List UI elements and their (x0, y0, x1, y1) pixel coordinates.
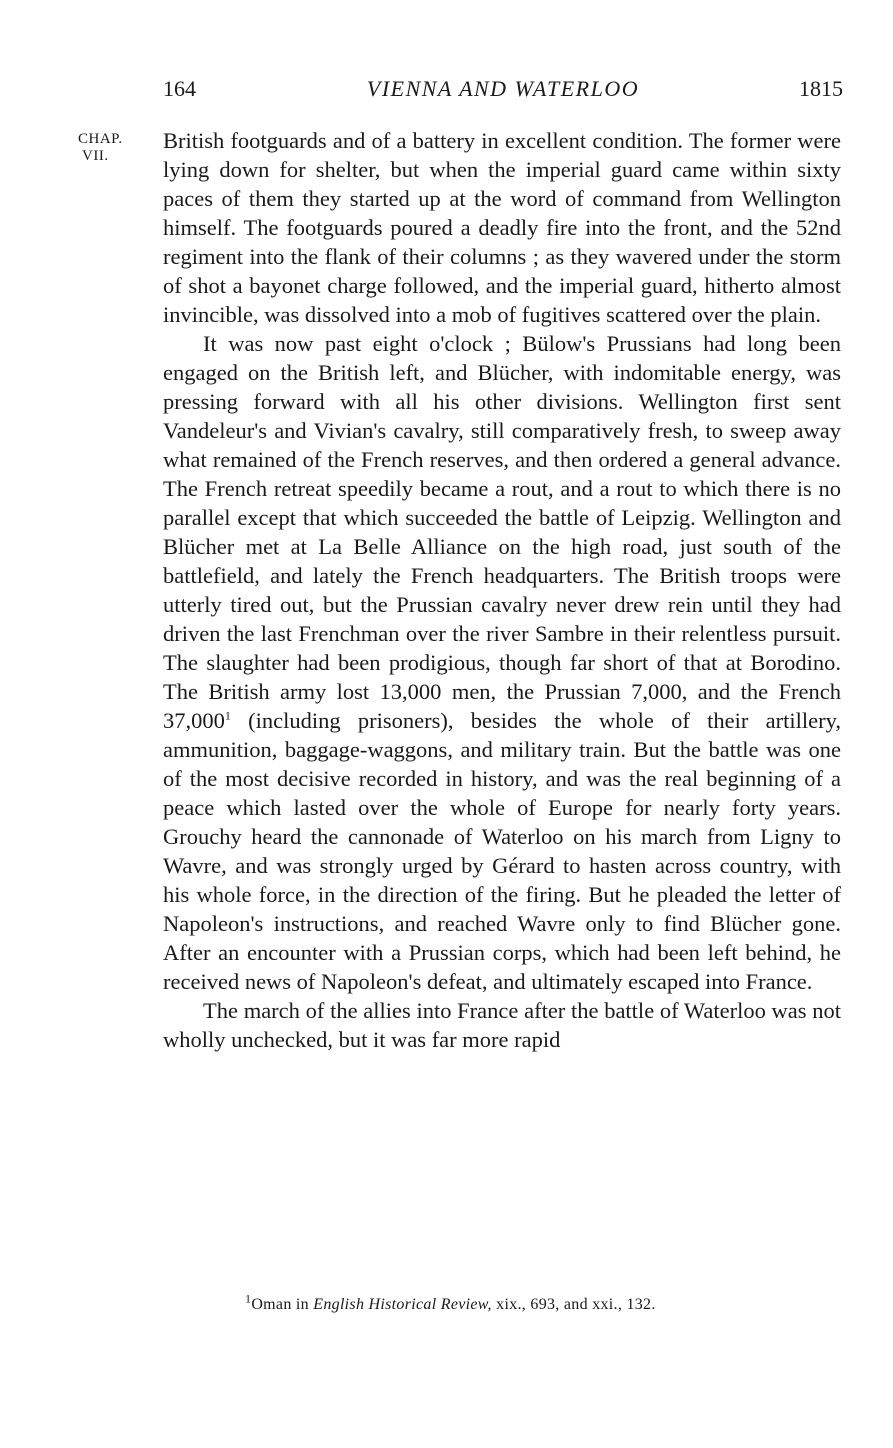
margin-note-chap: CHAP. (78, 131, 123, 147)
margin-note-number: VII. (82, 148, 109, 164)
running-year: 1815 (799, 76, 843, 101)
footnote-text-before: Oman in (251, 1296, 314, 1313)
footnote-text-after: xix., 693, and xxi., 132. (491, 1296, 656, 1313)
footnote-mark: 1 (245, 1291, 252, 1306)
body-text (163, 126, 841, 1054)
chapter-margin-note (78, 131, 123, 165)
footnote-reference: 1 (224, 708, 231, 723)
paragraph-2 (163, 329, 841, 996)
page-number: 164 (163, 76, 196, 101)
footnote (245, 1291, 656, 1314)
running-head (163, 76, 843, 106)
footnote-journal: English Historical Review, (313, 1296, 492, 1313)
paragraph-3: The march of the allies into France after the battle of Waterloo was not wholly unchecked, but it was far more rapid (163, 998, 841, 1052)
paragraph-2-part-2: (including prisoners), besides the whole of their artillery, ammunition, baggage-waggons, and military train. But the battle was one of the most decisive recorded in history, and was the real beginning of a peace which lasted over the whole of Europe for nearly forty years. Grouchy heard the cannonade of Waterloo on his march from Ligny to Wavre, and was strongly urged by Gérard to hasten across country, with his whole force, in the direction of the firing. But he pleaded the letter of Napoleon's instructions, and reached Wavre only to find Blücher gone. After an encounter with a Prussian corps, which had been left behind, he received news of Napoleon's defeat, and ultimately escaped into France. (163, 708, 841, 994)
paragraph-1: British footguards and of a battery in excellent condition. The former were lying down for shelter, but when the imperial guard came within sixty paces of them they started up at the word of command from Wellington himself. The footguards poured a deadly fire into the front, and the 52nd regiment into the flank of their columns ; as they wavered under the storm of shot a bayonet charge followed, and the imperial guard, hitherto almost invincible, was dissolved into a mob of fugitives scattered over the plain. (163, 128, 841, 327)
paragraph-2-part-1: It was now past eight o'clock ; Bülow's Prussians had long been engaged on the British left, and Blücher, with indomitable energy, was pressing forward with all his other divisions. Wellington first sent Vandeleur's and Vivian's cavalry, still comparatively fresh, to sweep away what remained of the French reserves, and then ordered a general advance. The French retreat speedily became a rout, and a rout to which there is no parallel except that which succeeded the battle of Leipzig. Wellington and Blücher met at La Belle Alliance on the high road, just south of the battlefield, and lately the French headquarters. The British troops were utterly tired out, but the Prussian cavalry never drew rein until they had driven the last Frenchman over the river Sambre in their relentless pursuit. The slaughter had been prodigious, though far short of that at Borodino. The British army lost 13,000 men, the Prussian 7,000, and the French 37,000 (163, 331, 841, 733)
running-title: VIENNA AND WATERLOO (366, 76, 640, 101)
